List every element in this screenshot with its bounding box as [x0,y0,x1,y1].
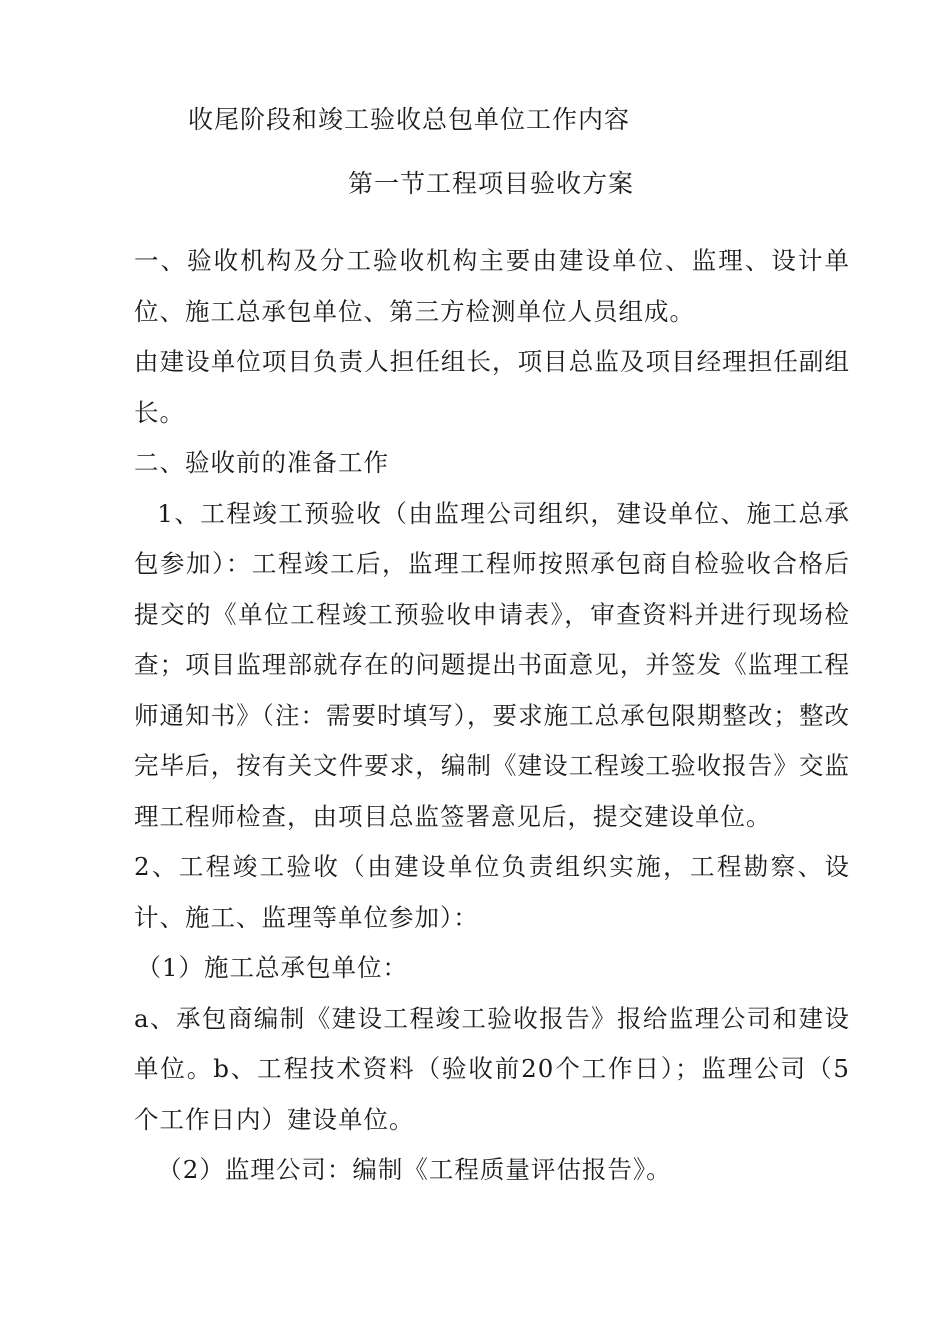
paragraph-contractor-report: a、承包商编制《建设工程竣工验收报告》报给监理公司和建设单位。b、工程技术资料（验收前20个工作日）；监理公司（5个工作日内）建设单位。 [134,1003,850,1134]
paragraph-pre-acceptance: 1、工程竣工预验收（由监理公司组织，建设单位、施工总承包参加）：工程竣工后，监理工程师按照承包商自检验收合格后提交的《单位工程竣工预验收申请表》，审查资料并进行现场检查；项目监理部就存在的问题提出书面意见，并签发《监理工程师通知书》（注：需要时填写），要求施工总承包限期整改；整改完毕后，按有关文件要求，编制《建设工程竣工验收报告》交监理工程师检查，由项目总监签署意见后，提交建设单位。 [134,498,850,831]
paragraph-team-leader: 由建设单位项目负责人担任组长，项目总监及项目经理担任副组长。 [134,347,850,427]
paragraph-final-acceptance: 2、工程竣工验收（由建设单位负责组织实施，工程勘察、设计、施工、监理等单位参加）： [134,852,850,932]
paragraph-acceptance-organization: 一、验收机构及分工验收机构主要由建设单位、监理、设计单位、施工总承包单位、第三方检测单位人员组成。 [134,246,850,326]
document-body [134,236,850,1196]
item-general-contractor: （1）施工总承包单位： [136,953,409,982]
heading-preparation-work: 二、验收前的准备工作 [134,448,389,477]
document-title: 收尾阶段和竣工验收总包单位工作内容 [188,105,631,134]
section-title: 第一节工程项目验收方案 [348,169,635,198]
item-supervision-company: （2）监理公司：编制《工程质量评估报告》。 [157,1155,672,1184]
